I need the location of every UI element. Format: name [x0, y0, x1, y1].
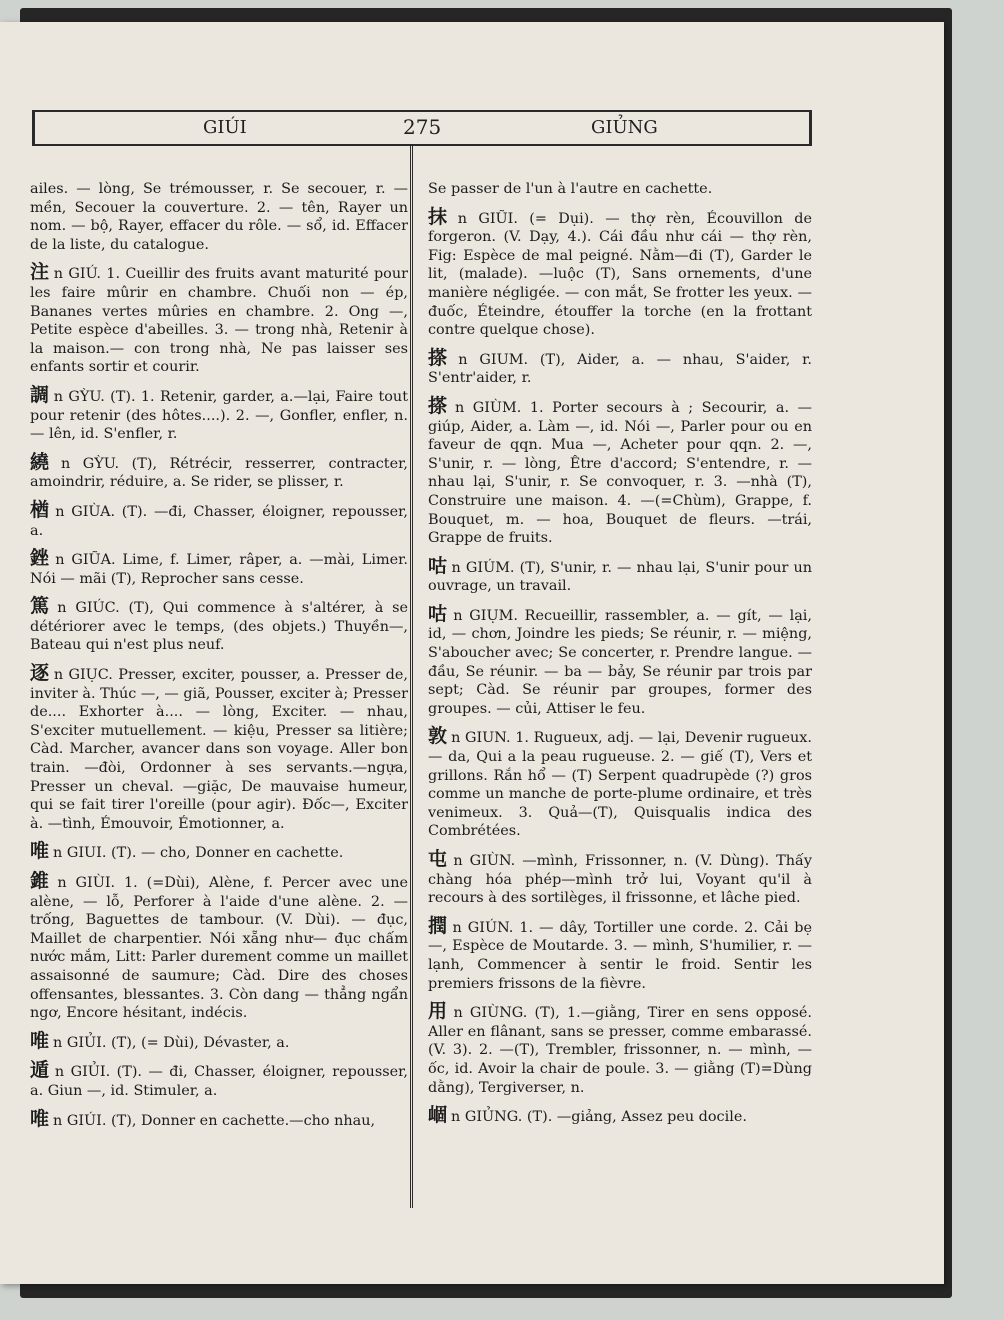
han-character: 楢 — [30, 498, 52, 521]
entry-text: n GIỦI. (T), (= Dùi), Dévaster, a. — [53, 1034, 290, 1051]
entry-text: n GIỦI. (T). — đi, Chasser, éloigner, repousser, a. Giun —, id. Stimuler, a. — [30, 1064, 408, 1099]
entry-text: n GIỦNG. (T). —giảng, Assez peu docile. — [451, 1109, 747, 1126]
han-character: 繞 — [30, 450, 57, 473]
entry-text: n GIUM. (T), Aider, a. — nhau, S'aider, r. S'entr'aider, r. — [428, 351, 812, 387]
dictionary-entry — [30, 1029, 408, 1053]
han-character: 調 — [30, 383, 50, 406]
han-character: 咕 — [428, 554, 448, 577]
entry-text: n GỲU. (T), Rétrécir, resserrer, contracter, amoindrir, réduire, a. Se rider, se plisser, r. — [30, 455, 408, 491]
dictionary-entry — [30, 498, 408, 540]
han-character: 咕 — [428, 602, 450, 625]
entry-text: Se passer de l'un à l'autre en cachette. — [428, 181, 713, 197]
han-character: 敦 — [428, 725, 448, 748]
dictionary-entry — [30, 664, 408, 833]
entry-text: n GIỤC. Presser, exciter, pousser, a. Presser de, inviter à. Thúc —, — giã, Pousser, exciter à; Presser de.... Exhorter à.... — lòng, Exciter. — nhau, S'exciter mutuellement. — kiệu, Presser sa litière; Càd. Marcher, avancer dans son voyage. Aller bon train. —đòi, Ordonner à ses servants.—ngựa, Presser un cheval. —giặc, De mauvaise humeur, qui se fait tirer l'oreille (pour agir). Đốc—, Exciter à. —tình, Émouvoir, Émotionner, a. — [30, 667, 408, 832]
dictionary-entry — [428, 554, 812, 596]
dictionary-entry — [30, 597, 408, 655]
han-character: 逐 — [30, 662, 50, 685]
entry-text: n GIÚM. (T), S'unir, r. — nhau lại, S'unir pour un ouvrage, un travail. — [428, 559, 812, 595]
left-column — [30, 180, 408, 1139]
dictionary-entry — [30, 549, 408, 588]
dictionary-entry — [428, 205, 812, 340]
han-character: 撋 — [428, 914, 449, 937]
entry-text: ailes. — lòng, Se trémousser, r. Se secouer, r. — mền, Secouer la couverture. 2. — tên, Rayer un nom. — bộ, Rayer, effacer du rôle. — sổ, id. Effacer de la liste, du catalogue. — [30, 181, 408, 253]
han-character: 搽 — [428, 346, 455, 369]
entry-text: n GIÙN. —mình, Frissonner, n. (V. Dùng). Thấy chàng hóa phép—mình trở lui, Voyant qu'il à recours à des sortilèges, il frissonne, et lâche pied. — [428, 853, 812, 907]
dictionary-entry — [428, 346, 812, 388]
dictionary-entry — [428, 1106, 812, 1127]
entry-text: n GIÚN. 1. — dây, Tortiller une corde. 2. Cải bẹ —, Espèce de Moutarde. 3. — mình, S'humilier, r. — lạnh, Commencer à sentir le froid. Sentir les premiers frissons de la fièvre. — [428, 919, 812, 992]
han-character: 唯 — [30, 1029, 50, 1052]
entry-text: n GIỤM. Recueillir, rassembler, a. — gít, — lại, id, — chơn, Joindre les pieds; Se réunir, r. — miệng, S'aboucher avec; Se concerter, r. Prendre langue. — đầu, Se réunir. — ba — bảy, Se réunir par trois par sept; Càd. Se réunir par groupes, former des groupes. — củi, Attiser le feu. — [428, 607, 812, 717]
dictionary-entry — [428, 394, 812, 548]
entry-text: n GIŨI. (= Dụi). — thợ rèn, Écouvillon de forgeron. (V. Dạy, 4.). Cái đầu như cái — thợ rèn, Fig: Espèce de mal peigné. Nằm—đi (T), Garder le lit, (malade). —luộc (T), Sans ornements, d'une manière négligée. — con mắt, Se frotter les yeux. — đuốc, Éteindre, étouffer la torche (en la frottant contre quelque chose). — [428, 210, 812, 339]
dictionary-entry — [428, 1002, 812, 1097]
han-character: 唯 — [30, 1107, 50, 1130]
han-character: 屯 — [428, 848, 450, 870]
han-character: 篤 — [30, 595, 54, 618]
entry-text: n GIÚI. (T), Donner en cachette.—cho nhau, — [53, 1112, 376, 1129]
page-number: 275 — [403, 115, 442, 139]
dictionary-entry — [428, 727, 812, 841]
column-divider — [410, 146, 413, 1208]
han-character: 抹 — [428, 205, 454, 228]
entry-text: n GIÚ. 1. Cueillir des fruits avant maturité pour les faire mûrir en chambre. Chuối non — ép, Bananes vertes mûries en chambre. 2. Ong —, Petite espèce d'abeilles. 3. — trong nhà, Retenir à la maison.— con trong nhà, Ne pas laisser ses enfants sortir et courir. — [30, 266, 408, 376]
han-character: 唯 — [30, 840, 50, 863]
dictionary-entry — [30, 180, 408, 254]
running-header — [32, 110, 812, 146]
han-character: 錐 — [30, 870, 54, 892]
entry-text: n GIUI. (T). — cho, Donner en cachette. — [53, 845, 344, 862]
dictionary-entry — [30, 842, 408, 863]
header-left-word: GIÚI — [203, 117, 247, 138]
dictionary-entry — [30, 263, 408, 377]
dictionary-entry — [428, 180, 812, 199]
entry-text: n GIÚC. (T), Qui commence à s'altérer, à se détériorer avec le temps, (des objets.) Thuyền—, Bateau qui n'est plus neuf. — [30, 600, 408, 654]
dictionary-entry — [428, 602, 812, 719]
han-character: 搽 — [428, 394, 451, 417]
header-right-word: GIỦNG — [591, 117, 658, 138]
entry-text: n GIÙA. (T). —đi, Chasser, éloigner, repousser, a. — [30, 503, 408, 539]
dictionary-entry — [428, 850, 812, 908]
entry-text: n GIÙI. 1. (=Dùi), Alène, f. Percer avec une alène, — lỗ, Perforer à l'aide d'une alène. 2. — trống, Baguettes de tambour. (V. Dùi). — đục, Maillet de charpentier. Nói xẵng như— đục chấm nước mắm, Litt: Parler durement comme un maillet assaisonné de saumure; Càd. Dire des choses offensantes, blessantes. 3. Còn dang — thẳng ngẩn ngơ, Encore hésitant, indécis. — [30, 875, 408, 1022]
entry-text: n GIÙNG. (T), 1.—giằng, Tirer en sens opposé. Aller en flânant, sans se presser, comme embarassé. (V. 3). 2. —(T), Trembler, frissonner, n. — mình, — ốc, id. Avoir la chair de poule. 3. — giằng (T)=Dùng dằng), Tergiverser, n. — [428, 1005, 812, 1096]
entry-text: n GIŨA. Lime, f. Limer, râper, a. —mài, Limer. Nói — mãi (T), Reprocher sans cesse. — [30, 552, 408, 587]
han-character: 銼 — [30, 547, 52, 570]
entry-text: n GIUN. 1. Rugueux, adj. — lại, Devenir rugueux. — da, Qui a la peau rugueuse. 2. — giế (T), Vers et grillons. Rắn hổ — (T) Serpent quadrupède (?) gros comme un manche de porte-plume ordinaire, et très venimeux. 3. Quả—(T), Quisqualis indica des Combrétées. — [428, 730, 812, 840]
entry-text: n GIÙM. 1. Porter secours à ; Secourir, a. — giúp, Aider, a. Làm —, id. Nói —, Parler pour ou en faveur de qqn. Mua —, Acheter pour qqn. 2. —, S'unir, r. — lòng, Être d'accord; S'entendre, r. — nhau lại, S'unir, r. Se convoquer, r. 3. —nhà (T), Construire une maison. 4. —(=Chùm), Grappe, f. Bouquet, m. — hoa, Bouquet de fleurs. —trái, Grappe de fruits. — [428, 399, 812, 547]
han-character: 崓 — [428, 1104, 448, 1127]
dictionary-entry — [428, 914, 812, 993]
dictionary-entry — [30, 1107, 408, 1131]
entry-text: n GỲU. (T). 1. Retenir, garder, a.—lại, Faire tout pour retenir (des hôtes....). 2. —, Gonfler, enfler, n. — lên, id. S'enfler, r. — [30, 388, 408, 443]
dictionary-page — [0, 22, 944, 1284]
dictionary-entry — [30, 1061, 408, 1100]
dictionary-entry — [30, 383, 408, 444]
dictionary-entry — [30, 872, 408, 1023]
han-character: 注 — [30, 261, 50, 284]
han-character: 遁 — [30, 1059, 51, 1082]
han-character: 用 — [428, 1000, 450, 1023]
dictionary-entry — [30, 450, 408, 492]
right-column — [428, 180, 812, 1136]
